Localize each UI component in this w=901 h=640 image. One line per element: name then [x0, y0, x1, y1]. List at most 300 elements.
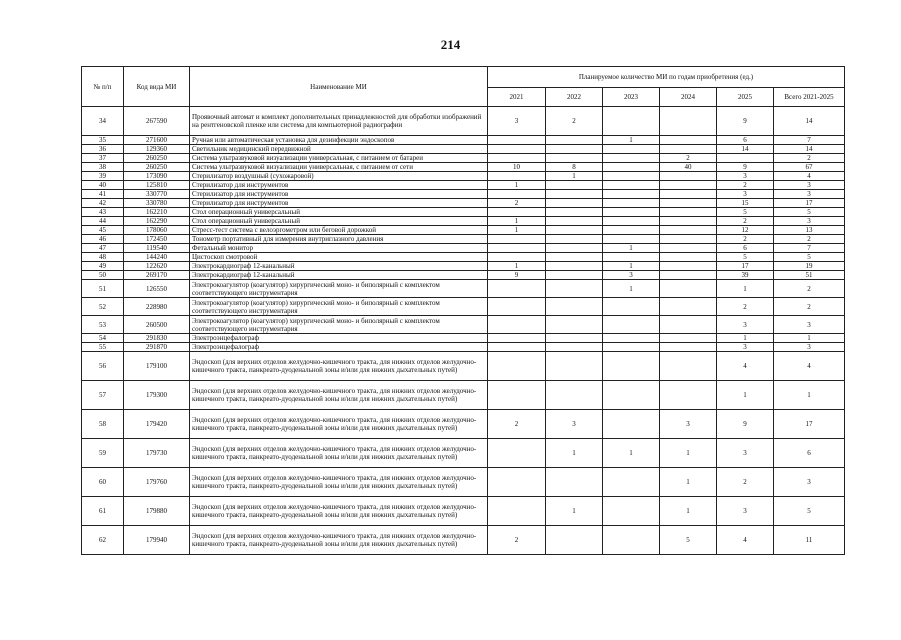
row-value: 1: [488, 217, 546, 226]
header-name: Наименование МИ: [190, 67, 488, 107]
row-value: 1: [488, 226, 546, 235]
row-value: [488, 381, 546, 410]
table-row: [82, 343, 845, 352]
row-value: [488, 468, 546, 497]
row-value: 9: [488, 271, 546, 280]
row-value: [603, 235, 660, 244]
row-name: Проявочный автомат и комплект дополнительных принадлежностей для обработки изображений на рентгеновской пленке или система для компьютерной радиографии: [190, 107, 488, 136]
row-value: 1: [603, 136, 660, 145]
row-code: 126550: [124, 280, 190, 298]
row-value: 10: [488, 163, 546, 172]
row-name: Эндоскоп (для верхних отделов желудочно-кишечного тракта, для нижних отделов желудочно-кишечного тракта, панкреато-дуоденальной зоны и/или для нижних дыхательных путей): [190, 526, 488, 555]
row-value: [488, 145, 546, 154]
row-total: 6: [774, 439, 845, 468]
row-value: [546, 468, 603, 497]
row-code: 179730: [124, 439, 190, 468]
table-row: [82, 107, 845, 136]
row-number: 41: [82, 190, 124, 199]
row-value: [660, 107, 717, 136]
row-name: Электрокоагулятор (коагулятор) хирургический моно- и биполярный с комплектом соответствующего инструментария: [190, 280, 488, 298]
row-name: Эндоскоп (для верхних отделов желудочно-кишечного тракта, для нижних отделов желудочно-кишечного тракта, панкреато-дуоденальной зоны и/или для нижних дыхательных путей): [190, 381, 488, 410]
row-number: 51: [82, 280, 124, 298]
row-value: 6: [717, 244, 774, 253]
row-number: 36: [82, 145, 124, 154]
row-name: Стерилизатор воздушный (сухожаровой): [190, 172, 488, 181]
row-value: [660, 352, 717, 381]
row-value: [603, 352, 660, 381]
row-total: 2: [774, 154, 845, 163]
row-name: Стол операционный универсальный: [190, 208, 488, 217]
row-name: Тонометр портативный для измерения внутриглазного давления: [190, 235, 488, 244]
row-total: 2: [774, 235, 845, 244]
row-value: 1: [717, 334, 774, 343]
row-value: [546, 199, 603, 208]
row-value: [488, 136, 546, 145]
row-value: [488, 208, 546, 217]
table-row: [82, 235, 845, 244]
row-number: 54: [82, 334, 124, 343]
row-code: 129360: [124, 145, 190, 154]
row-value: [603, 226, 660, 235]
row-code: 179880: [124, 497, 190, 526]
row-number: 56: [82, 352, 124, 381]
row-value: 3: [717, 190, 774, 199]
table-row: [82, 199, 845, 208]
row-value: 1: [546, 172, 603, 181]
row-value: 14: [717, 145, 774, 154]
row-value: [660, 235, 717, 244]
row-total: 7: [774, 244, 845, 253]
row-code: 330780: [124, 199, 190, 208]
row-value: [603, 526, 660, 555]
row-number: 45: [82, 226, 124, 235]
row-number: 55: [82, 343, 124, 352]
row-code: 179100: [124, 352, 190, 381]
row-value: [603, 497, 660, 526]
row-total: 3: [774, 190, 845, 199]
row-total: 3: [774, 343, 845, 352]
row-value: [660, 271, 717, 280]
row-value: [488, 439, 546, 468]
row-value: [660, 199, 717, 208]
row-value: [603, 154, 660, 163]
row-value: 2: [717, 468, 774, 497]
row-value: [603, 181, 660, 190]
row-total: 5: [774, 253, 845, 262]
row-value: [488, 172, 546, 181]
row-value: 4: [717, 352, 774, 381]
row-number: 50: [82, 271, 124, 280]
row-value: [603, 334, 660, 343]
table-row: [82, 352, 845, 381]
row-code: 330770: [124, 190, 190, 199]
row-value: [546, 244, 603, 253]
row-value: [546, 334, 603, 343]
row-name: Эндоскоп (для верхних отделов желудочно-кишечного тракта, для нижних отделов желудочно-кишечного тракта, панкреато-дуоденальной зоны и/или для нижних дыхательных путей): [190, 352, 488, 381]
row-value: [488, 244, 546, 253]
row-number: 53: [82, 316, 124, 334]
row-total: 3: [774, 181, 845, 190]
row-value: 3: [717, 439, 774, 468]
table-row: [82, 262, 845, 271]
row-value: [603, 298, 660, 316]
row-value: [546, 208, 603, 217]
row-value: [717, 154, 774, 163]
row-value: [603, 163, 660, 172]
row-value: [660, 136, 717, 145]
row-name: Стресс-тест система с велоэргометром или беговой дорожкой: [190, 226, 488, 235]
row-name: Стерилизатор для инструментов: [190, 199, 488, 208]
row-value: [603, 217, 660, 226]
row-number: 34: [82, 107, 124, 136]
table-row: [82, 136, 845, 145]
row-total: 5: [774, 208, 845, 217]
row-value: [603, 145, 660, 154]
row-total: 1: [774, 334, 845, 343]
row-value: [546, 298, 603, 316]
row-value: 2: [660, 154, 717, 163]
row-name: Электрокардиограф 12-канальный: [190, 262, 488, 271]
row-value: 2: [717, 235, 774, 244]
row-value: [488, 334, 546, 343]
row-number: 60: [82, 468, 124, 497]
row-value: 5: [660, 526, 717, 555]
row-value: [546, 217, 603, 226]
row-number: 57: [82, 381, 124, 410]
row-value: [603, 208, 660, 217]
row-code: 178060: [124, 226, 190, 235]
row-value: [488, 497, 546, 526]
row-total: 3: [774, 316, 845, 334]
row-name: Электроэнцефалограф: [190, 343, 488, 352]
row-total: 17: [774, 410, 845, 439]
row-value: [546, 226, 603, 235]
row-number: 59: [82, 439, 124, 468]
row-name: Эндоскоп (для верхних отделов желудочно-кишечного тракта, для нижних отделов желудочно-кишечного тракта, панкреато-дуоденальной зоны и/или для нижних дыхательных путей): [190, 497, 488, 526]
table-row: [82, 526, 845, 555]
row-total: 17: [774, 199, 845, 208]
table-row: [82, 145, 845, 154]
table-body: [82, 107, 845, 555]
row-code: 228980: [124, 298, 190, 316]
row-total: 11: [774, 526, 845, 555]
row-number: 42: [82, 199, 124, 208]
row-name: Фетальный монитор: [190, 244, 488, 253]
row-value: [603, 172, 660, 181]
row-value: 1: [660, 468, 717, 497]
table-row: [82, 439, 845, 468]
table-row: [82, 334, 845, 343]
row-value: [603, 107, 660, 136]
row-code: 260250: [124, 154, 190, 163]
table-row: [82, 208, 845, 217]
row-value: 3: [546, 410, 603, 439]
row-value: [660, 298, 717, 316]
table-row: [82, 316, 845, 334]
row-value: [660, 208, 717, 217]
row-value: 1: [660, 439, 717, 468]
row-value: [546, 280, 603, 298]
row-total: 4: [774, 352, 845, 381]
row-code: 162290: [124, 217, 190, 226]
row-value: 1: [717, 280, 774, 298]
row-total: 2: [774, 280, 845, 298]
row-value: 1: [546, 439, 603, 468]
row-total: 14: [774, 145, 845, 154]
row-code: 162210: [124, 208, 190, 217]
row-number: 47: [82, 244, 124, 253]
row-code: 172450: [124, 235, 190, 244]
row-value: [660, 316, 717, 334]
row-value: 1: [717, 381, 774, 410]
row-value: [546, 154, 603, 163]
row-code: 125810: [124, 181, 190, 190]
row-value: [603, 253, 660, 262]
row-value: 40: [660, 163, 717, 172]
table-row: [82, 181, 845, 190]
row-value: [546, 136, 603, 145]
row-value: 1: [488, 181, 546, 190]
table-row: [82, 190, 845, 199]
page-number: 214: [440, 37, 461, 52]
row-value: 1: [660, 497, 717, 526]
row-value: 2: [488, 526, 546, 555]
row-value: 2: [717, 181, 774, 190]
row-name: Электрокоагулятор (коагулятор) хирургический моно- и биполярный с комплектом соответствующего инструментария: [190, 316, 488, 334]
row-value: [660, 253, 717, 262]
row-value: 3: [717, 172, 774, 181]
row-name: Электрокардиограф 12-канальный: [190, 271, 488, 280]
row-value: 9: [717, 107, 774, 136]
row-code: 260500: [124, 316, 190, 334]
row-value: [546, 526, 603, 555]
header-year-2022: 2022: [546, 88, 603, 107]
row-value: [488, 280, 546, 298]
equipment-table: [81, 66, 845, 555]
table-row: [82, 298, 845, 316]
row-code: 179300: [124, 381, 190, 410]
row-total: 67: [774, 163, 845, 172]
row-total: 2: [774, 298, 845, 316]
row-value: [546, 271, 603, 280]
row-value: [603, 316, 660, 334]
row-value: [603, 190, 660, 199]
row-value: [546, 316, 603, 334]
row-total: 3: [774, 217, 845, 226]
table-row: [82, 163, 845, 172]
row-name: Стерилизатор для инструментов: [190, 181, 488, 190]
row-value: 15: [717, 199, 774, 208]
table-header: [82, 67, 845, 107]
row-value: [603, 468, 660, 497]
row-code: 291830: [124, 334, 190, 343]
row-value: [546, 190, 603, 199]
row-value: 4: [717, 526, 774, 555]
row-number: 35: [82, 136, 124, 145]
row-number: 52: [82, 298, 124, 316]
row-value: 39: [717, 271, 774, 280]
row-value: 3: [488, 107, 546, 136]
row-number: 39: [82, 172, 124, 181]
row-number: 58: [82, 410, 124, 439]
header-year-2023: 2023: [603, 88, 660, 107]
row-value: [660, 280, 717, 298]
table-row: [82, 271, 845, 280]
table-row: [82, 217, 845, 226]
row-number: 49: [82, 262, 124, 271]
header-year-2025: 2025: [717, 88, 774, 107]
row-value: 6: [717, 136, 774, 145]
row-value: 3: [717, 316, 774, 334]
row-name: Ручная или автоматическая установка для дезинфекции эндоскопов: [190, 136, 488, 145]
row-value: [603, 381, 660, 410]
row-name: Система ультразвуковой визуализации универсальная, с питанием от сети: [190, 163, 488, 172]
row-name: Цистоскоп смотровой: [190, 253, 488, 262]
row-name: Электрокоагулятор (коагулятор) хирургический моно- и биполярный с комплектом соответствующего инструментария: [190, 298, 488, 316]
row-value: [660, 181, 717, 190]
row-value: [488, 316, 546, 334]
header-planned-quantity: Планируемое количество МИ по годам приобретения (ед.): [488, 67, 845, 88]
row-value: [603, 343, 660, 352]
row-code: 179940: [124, 526, 190, 555]
row-total: 5: [774, 497, 845, 526]
row-code: 144240: [124, 253, 190, 262]
row-value: [546, 262, 603, 271]
row-value: [603, 410, 660, 439]
row-value: 1: [603, 280, 660, 298]
row-value: [660, 190, 717, 199]
row-name: Стол операционный универсальный: [190, 217, 488, 226]
row-value: [546, 181, 603, 190]
row-value: [488, 190, 546, 199]
row-value: [546, 145, 603, 154]
row-number: 62: [82, 526, 124, 555]
row-value: 1: [603, 262, 660, 271]
row-value: 2: [546, 107, 603, 136]
row-name: Эндоскоп (для верхних отделов желудочно-кишечного тракта, для нижних отделов желудочно-кишечного тракта, панкреато-дуоденальной зоны и/или для нижних дыхательных путей): [190, 468, 488, 497]
table-row: [82, 172, 845, 181]
row-value: 3: [717, 343, 774, 352]
table-row: [82, 410, 845, 439]
row-number: 37: [82, 154, 124, 163]
row-code: 122620: [124, 262, 190, 271]
table-row: [82, 280, 845, 298]
row-total: 1: [774, 381, 845, 410]
row-code: 267590: [124, 107, 190, 136]
row-number: 43: [82, 208, 124, 217]
row-name: Светильник медицинский передвижной: [190, 145, 488, 154]
row-total: 13: [774, 226, 845, 235]
row-value: [603, 199, 660, 208]
table-row: [82, 497, 845, 526]
row-value: 3: [603, 271, 660, 280]
row-value: [660, 262, 717, 271]
row-name: Стерилизатор для инструментов: [190, 190, 488, 199]
row-name: Эндоскоп (для верхних отделов желудочно-кишечного тракта, для нижних отделов желудочно-кишечного тракта, панкреато-дуоденальной зоны и/или для нижних дыхательных путей): [190, 410, 488, 439]
table-row: [82, 253, 845, 262]
header-year-2021: 2021: [488, 88, 546, 107]
row-value: 1: [603, 244, 660, 253]
row-total: 7: [774, 136, 845, 145]
row-value: [660, 172, 717, 181]
row-number: 48: [82, 253, 124, 262]
row-total: 14: [774, 107, 845, 136]
row-name: Электроэнцефалограф: [190, 334, 488, 343]
row-value: 1: [546, 497, 603, 526]
table-row: [82, 226, 845, 235]
row-total: 4: [774, 172, 845, 181]
table-row: [82, 154, 845, 163]
row-value: [488, 235, 546, 244]
header-code: Код вида МИ: [124, 67, 190, 107]
row-number: 44: [82, 217, 124, 226]
row-code: 271600: [124, 136, 190, 145]
row-value: 17: [717, 262, 774, 271]
row-value: [546, 343, 603, 352]
row-value: [660, 381, 717, 410]
row-total: 19: [774, 262, 845, 271]
row-value: 1: [603, 439, 660, 468]
row-value: [660, 244, 717, 253]
row-code: 119540: [124, 244, 190, 253]
row-name: Система ультразвуковой визуализации универсальная, с питанием от батареи: [190, 154, 488, 163]
header-num: № п/п: [82, 67, 124, 107]
row-code: 179760: [124, 468, 190, 497]
table-row: [82, 381, 845, 410]
row-value: 2: [488, 199, 546, 208]
row-value: [546, 352, 603, 381]
row-value: 5: [717, 253, 774, 262]
row-value: [660, 226, 717, 235]
row-number: 38: [82, 163, 124, 172]
row-code: 269170: [124, 271, 190, 280]
row-total: 3: [774, 468, 845, 497]
row-value: 5: [717, 208, 774, 217]
row-value: 2: [488, 410, 546, 439]
row-code: 260250: [124, 163, 190, 172]
row-value: [546, 253, 603, 262]
row-number: 46: [82, 235, 124, 244]
row-value: 1: [488, 262, 546, 271]
row-value: 2: [717, 217, 774, 226]
row-value: 9: [717, 163, 774, 172]
row-code: 179420: [124, 410, 190, 439]
row-value: [488, 154, 546, 163]
row-value: [488, 298, 546, 316]
row-value: [546, 235, 603, 244]
row-number: 40: [82, 181, 124, 190]
row-value: 3: [660, 410, 717, 439]
row-code: 291870: [124, 343, 190, 352]
row-value: 3: [717, 497, 774, 526]
header-year-2024: 2024: [660, 88, 717, 107]
row-value: [660, 217, 717, 226]
row-value: 12: [717, 226, 774, 235]
row-value: [660, 145, 717, 154]
row-value: [546, 381, 603, 410]
row-name: Эндоскоп (для верхних отделов желудочно-кишечного тракта, для нижних отделов желудочно-кишечного тракта, панкреато-дуоденальной зоны и/или для нижних дыхательных путей): [190, 439, 488, 468]
row-number: 61: [82, 497, 124, 526]
row-total: 51: [774, 271, 845, 280]
row-value: [488, 343, 546, 352]
row-value: [660, 334, 717, 343]
row-value: 8: [546, 163, 603, 172]
row-value: [660, 343, 717, 352]
header-total: Всего 2021-2025: [774, 88, 845, 107]
row-value: [488, 352, 546, 381]
row-value: 2: [717, 298, 774, 316]
row-value: 9: [717, 410, 774, 439]
